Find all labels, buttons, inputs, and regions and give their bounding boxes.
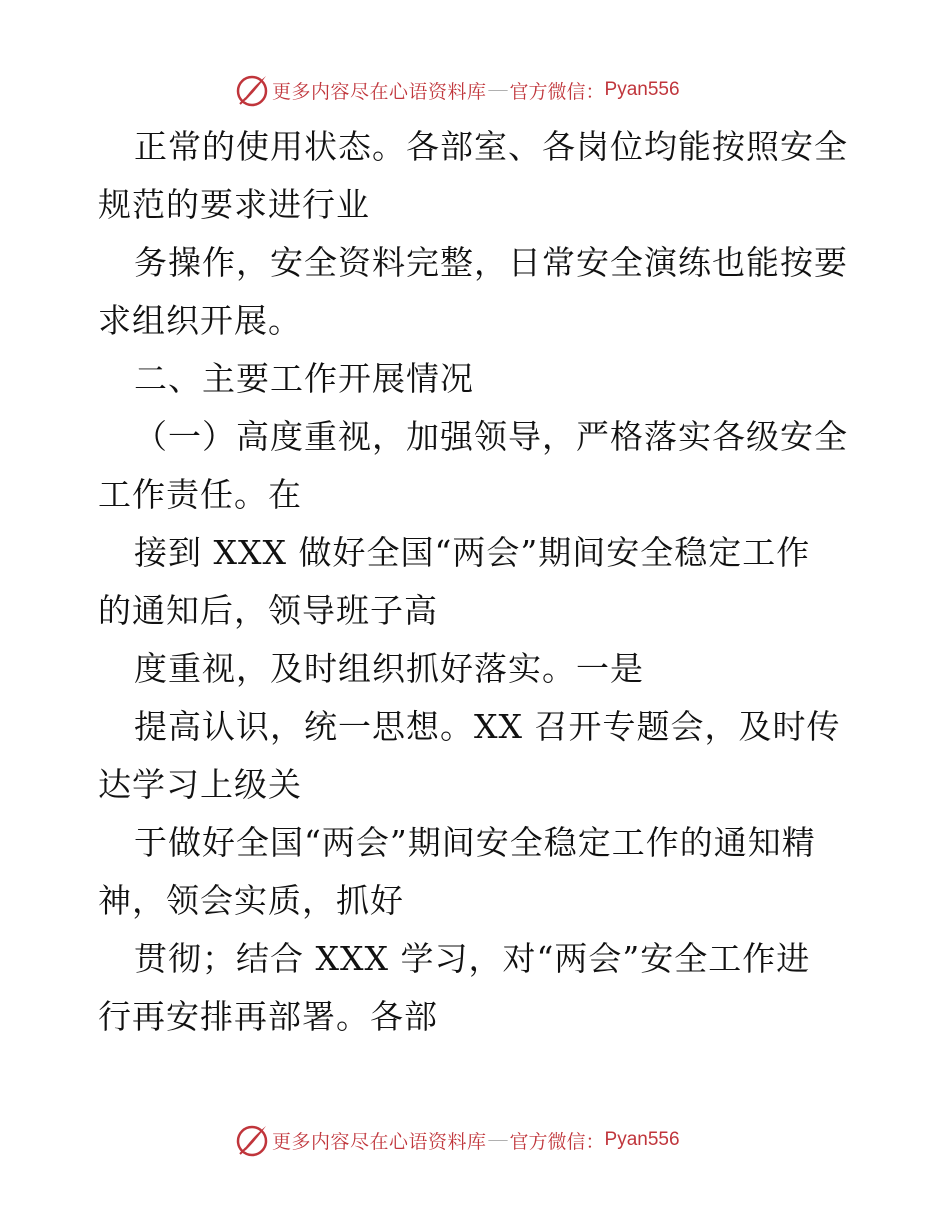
watermark-separator: — (488, 1129, 508, 1150)
watermark-wechat-label: 官方微信： (509, 80, 605, 103)
text-line: 于做好全国“两会”期间安全稳定工作的通知精 (134, 823, 816, 862)
quill-pen-logo-icon (234, 72, 270, 108)
header-watermark (234, 70, 680, 110)
document-body (98, 118, 858, 1046)
text-line: 行再安排再部署。各部 (98, 997, 438, 1036)
text-line: 贯彻；结合 XXX 学习，对“两会”安全工作进 (134, 939, 811, 978)
text-line: 正常的使用状态。各部室、各岗位均能按照安全 (134, 127, 848, 166)
text-line: 务操作，安全资料完整，日常安全演练也能按要 (134, 243, 848, 282)
text-line: 工作责任。在 (98, 475, 302, 514)
text-line: 规范的要求进行业 (98, 185, 370, 224)
watermark-text: 更多内容尽在心语资料库 (272, 1130, 487, 1153)
text-line: 的通知后，领导班子高 (98, 591, 438, 630)
subsection-heading: （一）高度重视，加强领导，严格落实各级安全 (134, 417, 848, 456)
watermark-wechat-id: Pyan556 (604, 1129, 680, 1150)
watermark-separator: — (488, 79, 508, 100)
footer-watermark (234, 1120, 680, 1160)
text-line: 神，领会实质，抓好 (98, 881, 404, 920)
text-line: 求组织开展。 (98, 301, 302, 340)
watermark-wechat-id: Pyan556 (604, 79, 680, 100)
watermark-wechat-label: 官方微信： (509, 1130, 605, 1153)
text-line: 提高认识，统一思想。XX 召开专题会，及时传 (134, 707, 841, 746)
text-line: 达学习上级关 (98, 765, 302, 804)
watermark-text: 更多内容尽在心语资料库 (272, 80, 487, 103)
quill-pen-logo-icon (234, 1122, 270, 1158)
section-heading: 二、主要工作开展情况 (134, 359, 474, 398)
text-line: 接到 XXX 做好全国“两会”期间安全稳定工作 (134, 533, 811, 572)
text-line: 度重视，及时组织抓好落实。一是 (134, 649, 644, 688)
